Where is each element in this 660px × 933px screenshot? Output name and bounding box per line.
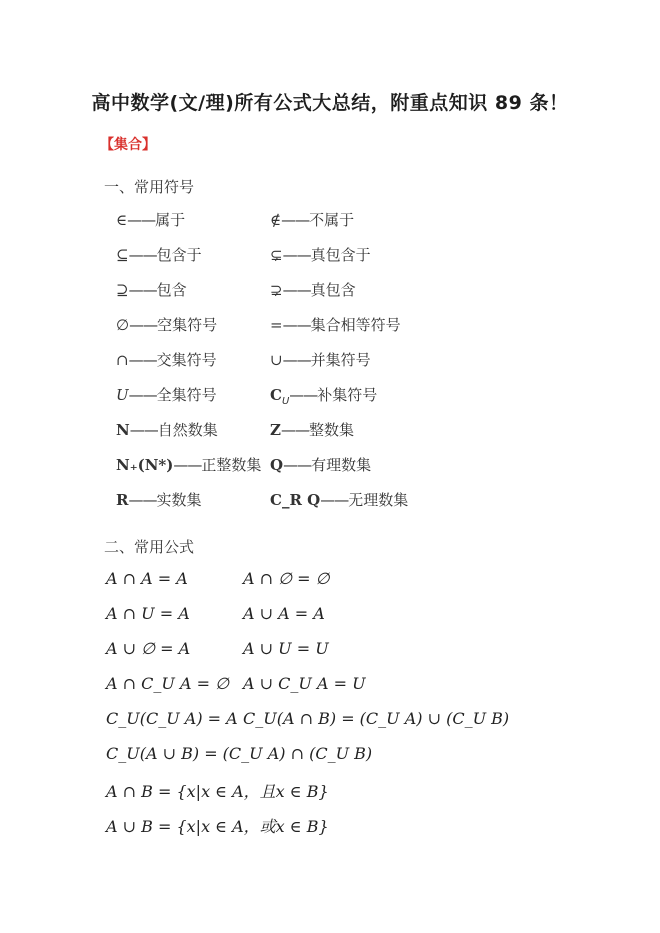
math-symbol: ⊆: [116, 246, 129, 264]
symbol-entry: [270, 209, 354, 230]
math-symbol: U: [116, 386, 129, 404]
symbol-entry: [116, 279, 187, 300]
math-symbol: ∈: [116, 211, 128, 229]
formula: A ∩ C_U A = ∅: [106, 674, 230, 693]
math-symbol: ⊇: [116, 281, 129, 299]
symbol-meaning: 真包含: [310, 281, 356, 299]
math-symbol: ∉: [270, 211, 282, 229]
symbol-entry: [116, 489, 201, 510]
math-symbol: ∪: [270, 351, 283, 369]
dash-separator: ——: [282, 281, 311, 299]
section-tag-sets: 【集合】: [100, 137, 156, 153]
symbol-row: [0, 489, 660, 513]
symbol-meaning: 无理数集: [348, 491, 409, 509]
symbol-meaning: 空集符号: [157, 316, 218, 334]
symbol-meaning: 正整数集: [201, 456, 262, 474]
dash-separator: ——: [127, 211, 156, 229]
dash-separator: ——: [129, 421, 158, 439]
symbol-entry: [116, 314, 217, 335]
formula: A ∪ C_U A = U: [243, 674, 366, 693]
symbol-subscript: U: [281, 396, 290, 407]
formula: A ∪ A = A: [243, 604, 325, 623]
symbol-entry: [270, 454, 371, 475]
formula: A ∪ B = {x|x ∈ A，或x ∈ B}: [106, 817, 329, 836]
math-symbol: C: [270, 386, 282, 404]
symbol-row: [0, 209, 660, 233]
symbol-entry: [270, 244, 371, 265]
symbol-meaning: 集合相等符号: [310, 316, 401, 334]
symbol-meaning: 并集符号: [310, 351, 371, 369]
math-symbol: N: [116, 421, 130, 439]
symbol-row: [0, 349, 660, 373]
symbol-entry: [116, 349, 217, 370]
formula-row: [0, 814, 660, 840]
math-symbol: N₊(N*): [116, 456, 174, 474]
heading-common-formulas: 二、常用公式: [104, 538, 195, 556]
dash-separator: ——: [128, 491, 157, 509]
math-symbol: ∩: [116, 351, 129, 369]
formula-row: [0, 779, 660, 805]
symbol-entry: [116, 209, 185, 230]
heading-common-symbols: 一、常用符号: [104, 178, 195, 196]
formula: C_U(A ∩ B) = (C_U A) ∪ (C_U B): [243, 709, 510, 728]
formula: A ∪ ∅ = A: [106, 639, 191, 658]
page-title: 高中数学(文/理)所有公式大总结，附重点知识 89 条！: [91, 92, 569, 114]
formula-row: [0, 744, 660, 770]
math-symbol: Z: [270, 421, 281, 439]
symbol-entry: [116, 454, 261, 475]
formula-row: [0, 674, 660, 700]
math-symbol: =: [270, 316, 283, 334]
symbol-meaning: 补集符号: [317, 386, 378, 404]
dash-separator: ——: [282, 246, 311, 264]
symbol-meaning: 整数集: [308, 421, 354, 439]
dash-separator: ——: [283, 456, 312, 474]
symbol-entry: [270, 384, 377, 407]
dash-separator: ——: [320, 491, 349, 509]
symbol-meaning: 属于: [155, 211, 186, 229]
math-symbol: ∅: [116, 316, 130, 334]
symbol-entry: [270, 349, 371, 370]
symbol-meaning: 自然数集: [157, 421, 218, 439]
symbol-row: [0, 314, 660, 338]
formula-row: [0, 709, 660, 735]
symbol-meaning: 真包含于: [310, 246, 371, 264]
dash-separator: ——: [129, 316, 158, 334]
symbol-entry: [116, 384, 217, 405]
symbol-meaning: 包含: [156, 281, 187, 299]
symbol-meaning: 包含于: [156, 246, 202, 264]
formula-row: [0, 639, 660, 665]
dash-separator: ——: [128, 386, 157, 404]
symbol-row: [0, 384, 660, 408]
dash-separator: ——: [128, 246, 157, 264]
dash-separator: ——: [128, 281, 157, 299]
formula: A ∪ U = U: [243, 639, 329, 658]
symbol-meaning: 不属于: [309, 211, 355, 229]
symbol-meaning: 实数集: [156, 491, 202, 509]
symbol-entry: [270, 314, 401, 335]
dash-separator: ——: [128, 351, 157, 369]
dash-separator: ——: [282, 351, 311, 369]
symbol-entry: [116, 419, 218, 440]
symbol-entry: [270, 279, 356, 300]
symbol-meaning: 交集符号: [156, 351, 217, 369]
math-symbol: Q: [270, 456, 284, 474]
symbol-meaning: 有理数集: [311, 456, 372, 474]
dash-separator: ——: [282, 316, 311, 334]
formula: C_U(C_U A) = A: [106, 709, 238, 728]
formula: A ∩ U = A: [106, 604, 190, 623]
formula: A ∩ B = {x|x ∈ A，且x ∈ B}: [106, 782, 329, 801]
symbol-row: [0, 454, 660, 478]
dash-separator: ——: [173, 456, 202, 474]
formula: A ∩ A = A: [106, 569, 188, 588]
dash-separator: ——: [281, 211, 310, 229]
formula-row: [0, 604, 660, 630]
math-symbol: R: [116, 491, 129, 509]
symbol-entry: [116, 244, 202, 265]
symbol-row: [0, 244, 660, 268]
math-symbol: ⊋: [270, 281, 283, 299]
formula: C_U(A ∪ B) = (C_U A) ∩ (C_U B): [106, 744, 373, 763]
dash-separator: ——: [289, 386, 318, 404]
math-symbol: ⊊: [270, 246, 283, 264]
symbol-entry: [270, 489, 408, 510]
formula-row: [0, 569, 660, 595]
symbol-entry: [270, 419, 354, 440]
symbol-meaning: 全集符号: [156, 386, 217, 404]
dash-separator: ——: [280, 421, 309, 439]
math-symbol: C_R Q: [270, 491, 321, 509]
symbol-row: [0, 419, 660, 443]
symbol-row: [0, 279, 660, 303]
formula: A ∩ ∅ = ∅: [243, 569, 330, 588]
